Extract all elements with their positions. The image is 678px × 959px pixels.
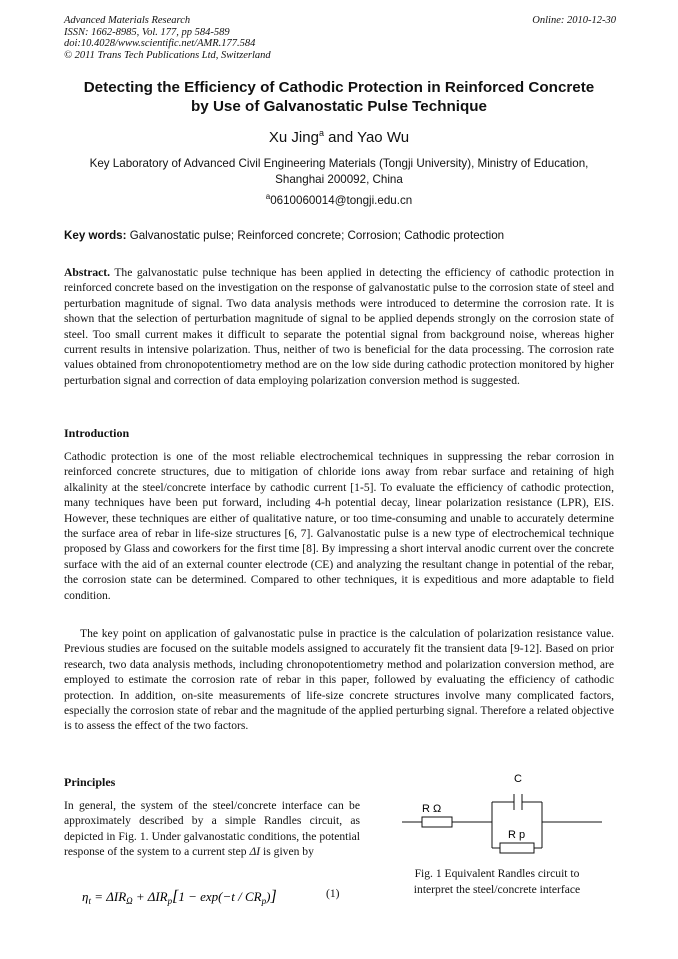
introduction-heading: Introduction — [64, 426, 130, 440]
paper-title — [40, 78, 638, 116]
issn-line: ISSN: 1662-8985, Vol. 177, pp 584-589 — [64, 26, 230, 38]
authors — [0, 128, 678, 146]
equation-1-text: $\eta_t = \Delta IR_\Omega + \Delta IR_p[1 - \exp(-t / CR_p)]$ — [82, 888, 277, 906]
doi-line: doi:10.4028/www.scientific.net/AMR.177.584 — [64, 38, 256, 49]
principles-paragraph — [64, 798, 360, 860]
author-conjunction: and — [323, 129, 358, 146]
affiliation — [48, 156, 630, 188]
author-2: Yao Wu — [357, 129, 410, 146]
abstract-label: Abstract. — [64, 266, 111, 279]
copyright-line: © 2011 Trans Tech Publications Ltd, Switzerland — [64, 49, 271, 61]
rp-label: R p — [508, 829, 526, 841]
resistor-rp — [500, 843, 534, 853]
keywords — [64, 229, 504, 242]
equation-1 — [82, 884, 307, 910]
author-email — [0, 192, 678, 207]
affiliation-line-2: Shanghai 200092, China — [275, 173, 403, 186]
title-line-2: by Use of Galvanostatic Pulse Technique — [191, 98, 487, 115]
figure-1-caption — [386, 866, 608, 898]
r-omega-label: R Ω — [422, 803, 442, 815]
keywords-label: Key words: — [64, 229, 127, 242]
journal-name: Advanced Materials Research — [64, 15, 191, 26]
introduction-paragraph-2 — [64, 626, 614, 734]
abstract — [64, 265, 614, 388]
email-address[interactable]: 0610060014@tongji.edu.cn — [270, 193, 413, 207]
email-superscript: a — [265, 192, 271, 201]
equation-number: (1) — [326, 887, 340, 900]
principles-text: In general, the system of the steel/concrete interface can be approximately described by a simple Randles circuit, as depicted in Fig. 1. Under galvanostatic conditions, the potential response of the system to a current step — [64, 799, 360, 859]
randles-circuit-figure — [392, 768, 610, 868]
abstract-text: The galvanostatic pulse technique has been applied in detecting the efficiency of cathodic protection in reinforced concrete based on the investigation on the response of galvanostatic pulse to the corrosion state of steel and perturbation magnitude of signal. Two data analysis methods were introduced to determine the corrosion rate. It is shown that the selection of perturbation magnitude of signal to be applied depends strongly on the corrosion state of steel. Too small current makes it difficult to separate the potential signal from background noise, whereas higher current results in intensive polarization. Thus, neither of two is beneficial for the data processing. The corrosion rate values obtained from chronopotentiometry method are on the low side during cathodic protection monitored by higher perturbation signal and correction of data employing polarization conversion method is suggested. — [64, 266, 614, 387]
principles-heading: Principles — [64, 775, 116, 789]
current-step-symbol: ΔI — [249, 845, 261, 859]
caption-line-1: Fig. 1 Equivalent Randles circuit to — [414, 867, 580, 880]
introduction-paragraph-2-text: The key point on application of galvanostatic pulse in practice is the calculation of polarization resistance value. Previous studies are focused on the suitable models assigned to accurately fit the transient data [9-12]. Based on prior research, two data analysis methods, including chronopotentiometry method and polarization conversion method, are employed to estimate the corrosion rate of rebar in this paper, followed by evaluating the efficiency of cathodic protection. In addition, on-site measurements of life-size concrete structures involve many complicated factors, especially the corrosion state of rebar and the magnitude of the applied perturbing signal. Therefore a related objective is to assess the effect of the two factors. — [64, 627, 614, 733]
introduction-paragraph-1: Cathodic protection is one of the most reliable electrochemical techniques in suppressing the rebar corrosion in reinforced concrete structures, due to mitigation of chloride ions away from rebar surface and retaining of high alkalinity at the steel/concrete interface by cathodic current [1-5]. To evaluate the efficiency of cathodic protection, many techniques have been put forward, including 4-h potential decay, linear polarization resistance (LPR), EIS. However, these techniques are either of qualitative nature, or too time-consuming and unable to accurately determine the surface area of rebar in life-size structures [6, 7]. Galvanostatic pulse is a new type of electrochemical technique proposed by Glass and coworkers for the first time [8]. By impressing a short interval anodic current over the concrete surface with the aid of an external counter electrode (CE) and analyzing the resultant change in potential of the rebar, the corrosion state can be determined. Compared to other techniques, it is expeditious and more adaptable to field condition. — [64, 450, 614, 602]
author-1: Xu Jing — [268, 129, 319, 146]
journal-header — [64, 15, 271, 61]
resistor-r-omega — [422, 817, 452, 827]
affiliation-line-1: Key Laboratory of Advanced Civil Engineering Materials (Tongji University), Ministry of Education, — [89, 157, 589, 170]
principles-text-end: is given by — [260, 845, 314, 859]
online-date: Online: 2010-12-30 — [532, 15, 616, 26]
caption-line-2: interpret the steel/concrete interface — [413, 883, 581, 896]
author-1-superscript: a — [318, 128, 324, 138]
title-line-1: Detecting the Efficiency of Cathodic Protection in Reinforced Concrete — [83, 79, 595, 96]
keywords-text: Galvanostatic pulse; Reinforced concrete; Corrosion; Cathodic protection — [126, 229, 505, 242]
capacitor-label: C — [514, 773, 522, 785]
